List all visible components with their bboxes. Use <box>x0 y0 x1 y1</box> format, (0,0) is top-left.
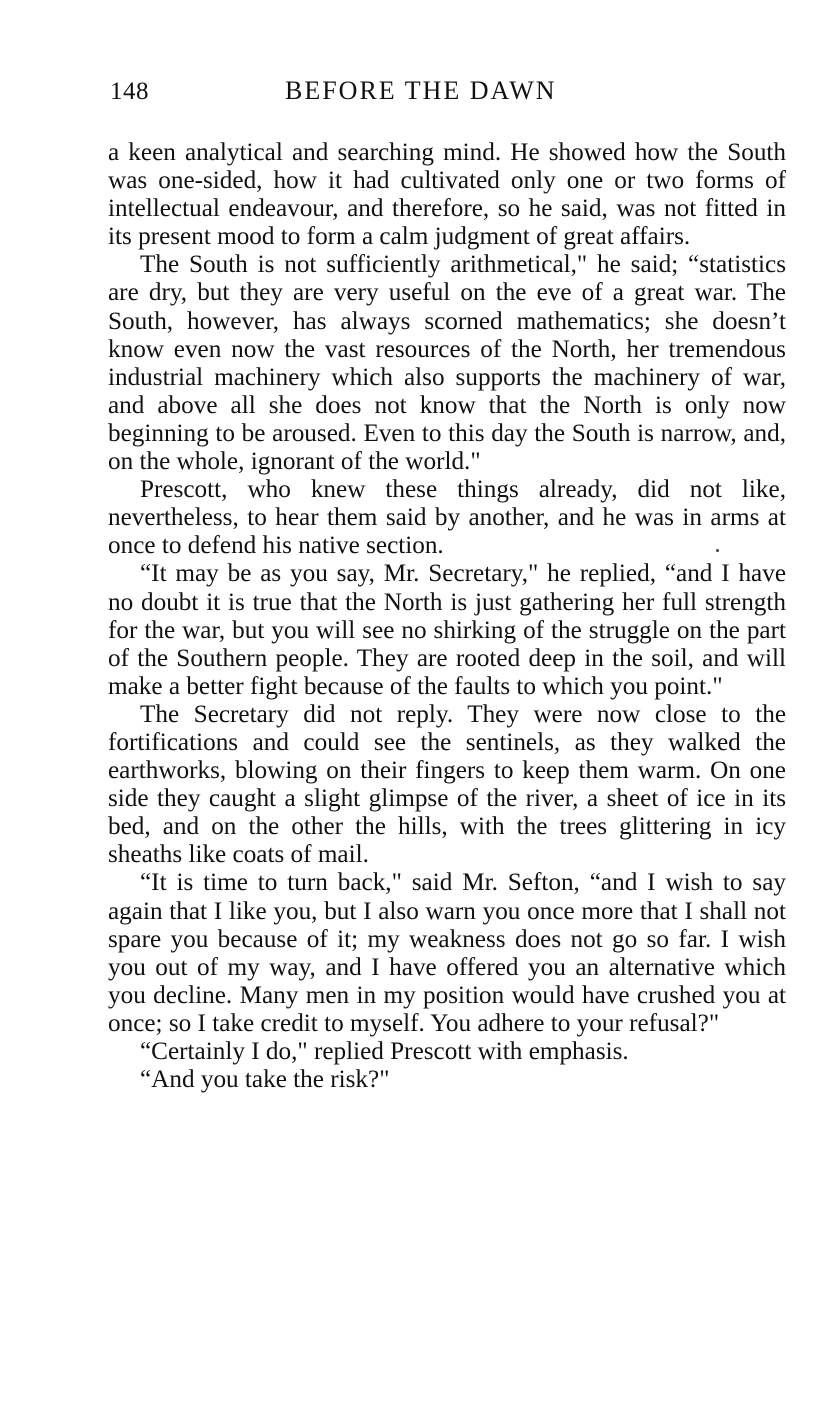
paragraph-6: “It is time to turn back," said Mr. Sefton, “and I wish to say again that I like you, but I also warn you once more that I shall not spare you because of it; my weakness does not go so far. I wish you out of my way, and I have offered you an alternative which you decline. Many men in my position would have crushed you at once; so I take credit to myself. You adhere to your refusal?" <box>108 869 786 1037</box>
paragraph-4: “It may be as you say, Mr. Secretary," he replied, “and I have no doubt it is true that the North is just gathering her full strength for the war, but you will see no shirking of the struggle on the part of the Southern people. They are rooted deep in the soil, and will make a better fight because of the faults to which you point." <box>108 560 786 700</box>
print-speck <box>716 549 719 552</box>
paragraph-2: The South is not sufficiently arithmetical," he said; “statistics are dry, but they are very useful on the eve of a great war. The South, however, has always scorned mathematics; she doesn’t know even now the vast resources of the North, her tremendous industrial machinery which also supports the machinery of war, and above all she does not know that the North is only now beginning to be aroused. Even to this day the South is narrow, and, on the whole, ignorant of the world." <box>108 251 786 476</box>
page-number: 148 <box>110 78 149 105</box>
paragraph-8: “And you take the risk?" <box>140 1066 390 1094</box>
running-title: BEFORE THE DAWN <box>285 76 557 105</box>
paragraph-5: The Secretary did not reply. They were now close to the fortifications and could see the sentinels, as they walked the earthworks, blowing on their fingers to keep them warm. On one side they caught a slight glimpse of the river, a sheet of ice in its bed, and on the other the hills, with the trees glittering in icy sheaths like coats of mail. <box>108 700 786 869</box>
page-header <box>110 74 782 110</box>
body-text <box>108 139 786 1094</box>
paragraph-1: a keen analytical and searching mind. He showed how the South was one-sided, how it had cultivated only one or two forms of intellectual endeavour, and therefore, so he said, was not fitted in its present mood to form a calm judgment of great affairs. <box>108 139 786 251</box>
paragraph-7: “Certainly I do," replied Prescott with emphasis. <box>140 1038 629 1065</box>
paragraph-3: Prescott, who knew these things already, did not like, nevertheless, to hear them said by another, and he was in arms at once to defend his native section. <box>108 476 786 560</box>
